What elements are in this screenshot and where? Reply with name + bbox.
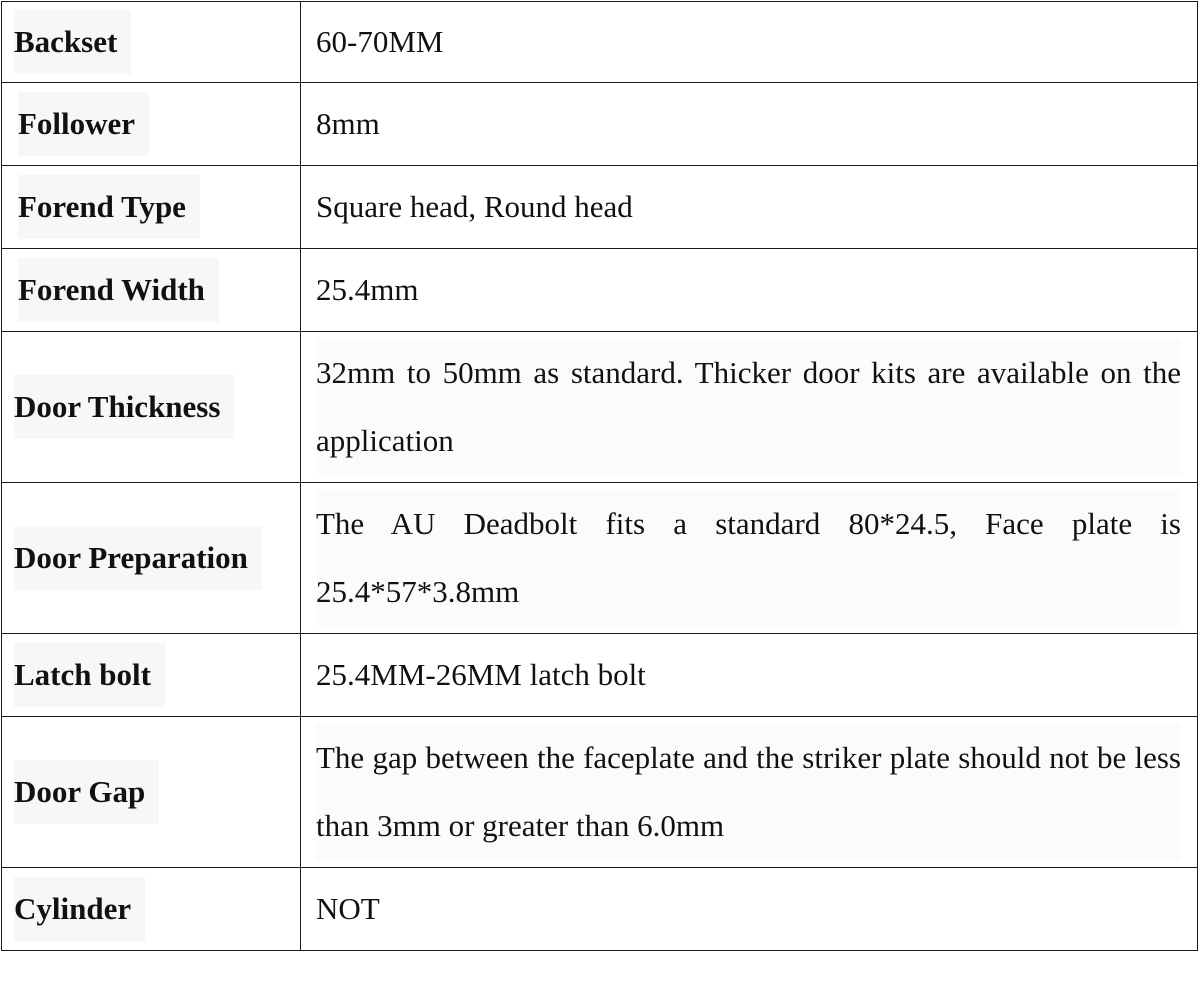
table-row: [2, 717, 1198, 868]
row-value: The gap between the faceplate and the striker plate should not be less than 3mm or greater than 6.0mm: [316, 724, 1181, 860]
row-value-cell: [301, 83, 1198, 166]
row-value: NOT: [316, 891, 380, 927]
row-label: Follower: [18, 92, 149, 156]
row-label-cell: [2, 483, 301, 634]
row-label: Backset: [14, 10, 131, 74]
row-label: Forend Type: [18, 175, 200, 239]
row-label: Door Gap: [14, 760, 159, 824]
row-label-cell: [2, 868, 301, 951]
row-label-cell: [2, 166, 301, 249]
row-label-cell: [2, 83, 301, 166]
table-row: [2, 2, 1198, 83]
row-value-cell: [301, 249, 1198, 332]
row-value: 60-70MM: [316, 24, 444, 60]
row-value: 25.4MM-26MM latch bolt: [316, 657, 646, 693]
row-label: Cylinder: [14, 877, 145, 941]
row-value-cell: [301, 717, 1198, 868]
table-row: [2, 332, 1198, 483]
row-value: 32mm to 50mm as standard. Thicker door kits are available on the application: [316, 339, 1181, 475]
row-value-cell: [301, 483, 1198, 634]
spec-table: [1, 1, 1198, 951]
row-value: The AU Deadbolt fits a standard 80*24.5, Face plate is 25.4*57*3.8mm: [316, 490, 1181, 626]
row-label-cell: [2, 717, 301, 868]
row-label: Door Preparation: [14, 526, 262, 590]
table-row: [2, 83, 1198, 166]
row-value: 8mm: [316, 106, 380, 142]
row-value-cell: [301, 634, 1198, 717]
row-label-cell: [2, 249, 301, 332]
row-value-cell: [301, 2, 1198, 83]
row-label: Forend Width: [18, 258, 219, 322]
row-label-cell: [2, 2, 301, 83]
row-label-cell: [2, 332, 301, 483]
row-value-cell: [301, 868, 1198, 951]
row-value: Square head, Round head: [316, 189, 633, 225]
table-row: [2, 483, 1198, 634]
row-label: Latch bolt: [14, 643, 165, 707]
row-value-cell: [301, 166, 1198, 249]
table-row: [2, 634, 1198, 717]
row-value-cell: [301, 332, 1198, 483]
row-value: 25.4mm: [316, 272, 419, 308]
row-label-cell: [2, 634, 301, 717]
table-row: [2, 166, 1198, 249]
table-row: [2, 868, 1198, 951]
row-label: Door Thickness: [14, 375, 234, 439]
table-row: [2, 249, 1198, 332]
